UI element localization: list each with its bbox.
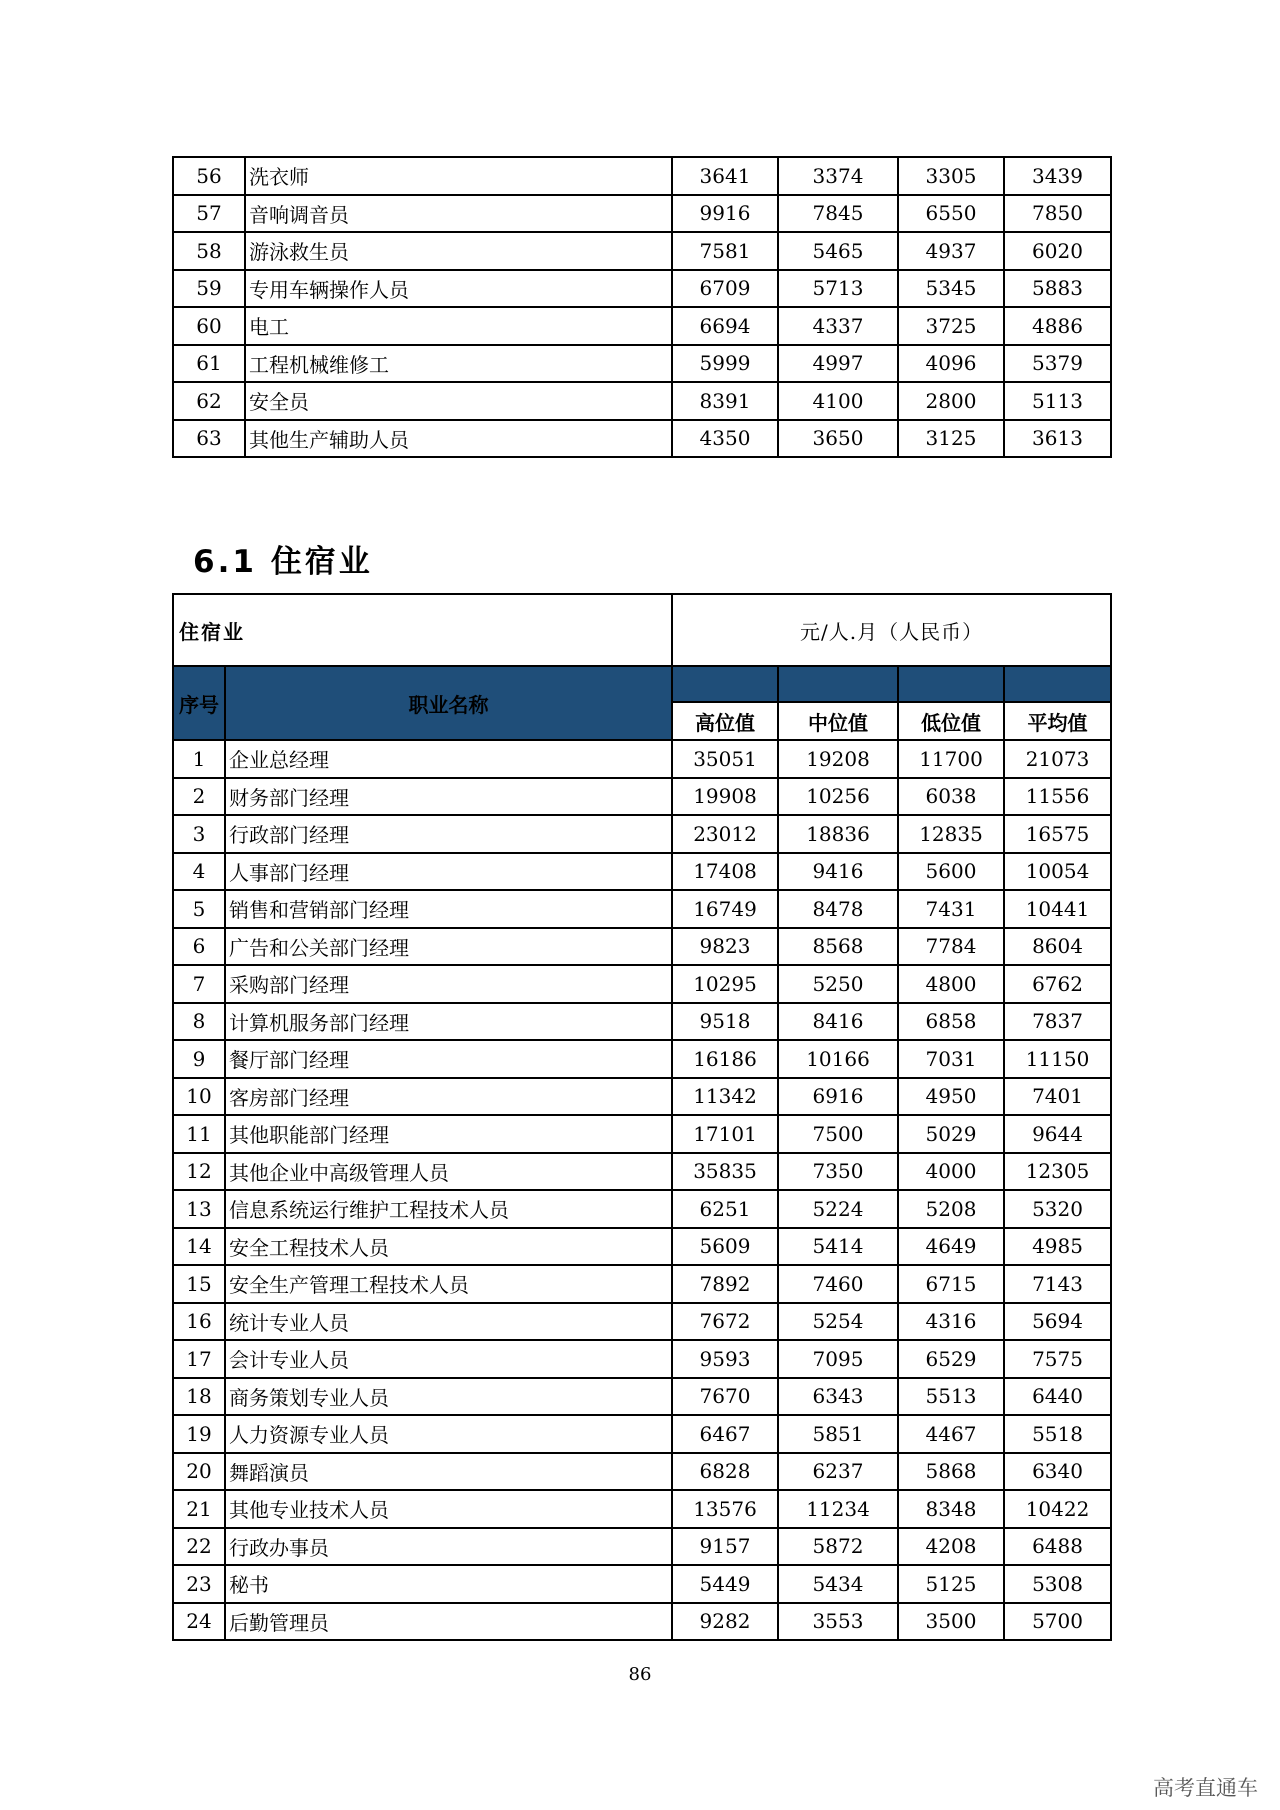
occupation-name: 安全生产管理工程技术人员 (225, 1265, 672, 1303)
table-row (173, 1565, 1111, 1603)
average-value: 10422 (1004, 1490, 1111, 1528)
median-value: 4337 (778, 307, 898, 345)
table-row (173, 345, 1111, 383)
table-row (173, 1228, 1111, 1266)
low-value: 3725 (898, 307, 1004, 345)
low-value: 3500 (898, 1603, 1004, 1641)
occupation-name: 游泳救生员 (245, 232, 672, 270)
accommodation-salary-table (172, 593, 1112, 1641)
row-number: 16 (173, 1303, 225, 1341)
median-value: 6916 (778, 1078, 898, 1116)
low-value: 6715 (898, 1265, 1004, 1303)
row-number: 21 (173, 1490, 225, 1528)
high-value: 35051 (672, 740, 778, 778)
low-value: 8348 (898, 1490, 1004, 1528)
average-value: 5518 (1004, 1415, 1111, 1453)
low-value: 4467 (898, 1415, 1004, 1453)
occupation-name: 后勤管理员 (225, 1603, 672, 1641)
median-value: 3553 (778, 1603, 898, 1641)
header-bar (672, 666, 778, 702)
low-value: 4937 (898, 232, 1004, 270)
high-value: 19908 (672, 778, 778, 816)
average-value: 8604 (1004, 928, 1111, 966)
high-value: 5609 (672, 1228, 778, 1266)
low-value: 5125 (898, 1565, 1004, 1603)
average-value: 21073 (1004, 740, 1111, 778)
high-value: 17408 (672, 853, 778, 891)
occupation-name: 秘书 (225, 1565, 672, 1603)
high-value: 4350 (672, 420, 778, 458)
table-row (173, 1603, 1111, 1641)
average-value: 6340 (1004, 1453, 1111, 1491)
occupation-name: 采购部门经理 (225, 965, 672, 1003)
occupation-name: 舞蹈演员 (225, 1453, 672, 1491)
occupation-name: 人力资源专业人员 (225, 1415, 672, 1453)
median-value: 5465 (778, 232, 898, 270)
median-value: 19208 (778, 740, 898, 778)
average-value: 7850 (1004, 195, 1111, 233)
table-row (173, 195, 1111, 233)
low-value: 5868 (898, 1453, 1004, 1491)
median-value: 5414 (778, 1228, 898, 1266)
median-value: 7500 (778, 1115, 898, 1153)
low-value: 3125 (898, 420, 1004, 458)
average-value: 5883 (1004, 270, 1111, 308)
row-number: 10 (173, 1078, 225, 1116)
table-row (173, 1265, 1111, 1303)
row-number: 61 (173, 345, 245, 383)
average-value: 3613 (1004, 420, 1111, 458)
high-value: 6467 (672, 1415, 778, 1453)
average-value: 5308 (1004, 1565, 1111, 1603)
median-value: 6237 (778, 1453, 898, 1491)
occupation-name: 财务部门经理 (225, 778, 672, 816)
row-number: 9 (173, 1040, 225, 1078)
table-row (173, 157, 1111, 195)
table-row (173, 420, 1111, 458)
table-row (173, 382, 1111, 420)
table-row (173, 1115, 1111, 1153)
low-value: 5513 (898, 1378, 1004, 1416)
row-number: 19 (173, 1415, 225, 1453)
median-value: 8416 (778, 1003, 898, 1041)
low-value: 5208 (898, 1190, 1004, 1228)
median-value: 11234 (778, 1490, 898, 1528)
low-value: 6038 (898, 778, 1004, 816)
section-title: 6.1 住宿业 (193, 544, 373, 580)
row-number: 11 (173, 1115, 225, 1153)
table-row (173, 778, 1111, 816)
low-value: 4649 (898, 1228, 1004, 1266)
high-value: 35835 (672, 1153, 778, 1191)
median-value: 7460 (778, 1265, 898, 1303)
table-row (173, 1378, 1111, 1416)
row-number: 24 (173, 1603, 225, 1641)
high-value: 9593 (672, 1340, 778, 1378)
median-value: 8568 (778, 928, 898, 966)
average-value: 9644 (1004, 1115, 1111, 1153)
occupation-name: 信息系统运行维护工程技术人员 (225, 1190, 672, 1228)
median-value: 4100 (778, 382, 898, 420)
low-value: 6550 (898, 195, 1004, 233)
average-value: 10441 (1004, 890, 1111, 928)
average-value: 6020 (1004, 232, 1111, 270)
low-value: 5029 (898, 1115, 1004, 1153)
row-number: 17 (173, 1340, 225, 1378)
median-value: 5713 (778, 270, 898, 308)
low-value: 2800 (898, 382, 1004, 420)
occupation-name: 会计专业人员 (225, 1340, 672, 1378)
row-number: 1 (173, 740, 225, 778)
average-value: 4985 (1004, 1228, 1111, 1266)
table-row (173, 1340, 1111, 1378)
industry-title: 住宿业 (173, 594, 672, 666)
high-value: 6828 (672, 1453, 778, 1491)
low-value-header: 低位值 (898, 702, 1004, 740)
low-value: 4208 (898, 1528, 1004, 1566)
top-salary-table (172, 156, 1112, 458)
row-number: 7 (173, 965, 225, 1003)
low-value: 6858 (898, 1003, 1004, 1041)
high-value: 10295 (672, 965, 778, 1003)
median-value: 7095 (778, 1340, 898, 1378)
average-value: 6488 (1004, 1528, 1111, 1566)
median-value: 10166 (778, 1040, 898, 1078)
high-value: 11342 (672, 1078, 778, 1116)
low-value: 11700 (898, 740, 1004, 778)
high-value: 17101 (672, 1115, 778, 1153)
median-value: 7350 (778, 1153, 898, 1191)
average-value: 10054 (1004, 853, 1111, 891)
table-row (173, 1190, 1111, 1228)
average-value: 5113 (1004, 382, 1111, 420)
table-row (173, 928, 1111, 966)
average-value: 6762 (1004, 965, 1111, 1003)
row-number: 14 (173, 1228, 225, 1266)
median-value: 5250 (778, 965, 898, 1003)
average-value: 3439 (1004, 157, 1111, 195)
median-value: 4997 (778, 345, 898, 383)
median-value: 5224 (778, 1190, 898, 1228)
table-row (173, 1040, 1111, 1078)
average-value: 7143 (1004, 1265, 1111, 1303)
median-value: 5851 (778, 1415, 898, 1453)
high-value: 3641 (672, 157, 778, 195)
row-number: 62 (173, 382, 245, 420)
low-value: 4096 (898, 345, 1004, 383)
table-row (173, 1528, 1111, 1566)
row-number: 22 (173, 1528, 225, 1566)
low-value: 3305 (898, 157, 1004, 195)
high-value: 9518 (672, 1003, 778, 1041)
median-value: 7845 (778, 195, 898, 233)
table-header (173, 594, 1111, 740)
high-value: 9916 (672, 195, 778, 233)
occupation-name-header: 职业名称 (225, 666, 672, 740)
low-value: 12835 (898, 815, 1004, 853)
high-value: 5999 (672, 345, 778, 383)
occupation-name: 工程机械维修工 (245, 345, 672, 383)
occupation-name: 销售和营销部门经理 (225, 890, 672, 928)
average-value: 7575 (1004, 1340, 1111, 1378)
occupation-name: 企业总经理 (225, 740, 672, 778)
median-value: 5872 (778, 1528, 898, 1566)
table-row (173, 1415, 1111, 1453)
low-value: 5345 (898, 270, 1004, 308)
low-value: 5600 (898, 853, 1004, 891)
table-row (173, 1453, 1111, 1491)
table-row (173, 1490, 1111, 1528)
unit-label: 元/人.月（人民币） (672, 594, 1111, 666)
average-value: 4886 (1004, 307, 1111, 345)
table-row (173, 890, 1111, 928)
low-value: 7431 (898, 890, 1004, 928)
occupation-name: 统计专业人员 (225, 1303, 672, 1341)
occupation-name: 安全工程技术人员 (225, 1228, 672, 1266)
table-row (173, 740, 1111, 778)
row-number: 59 (173, 270, 245, 308)
row-number: 4 (173, 853, 225, 891)
average-value: 5320 (1004, 1190, 1111, 1228)
average-value: 7401 (1004, 1078, 1111, 1116)
high-value: 23012 (672, 815, 778, 853)
table-row (173, 307, 1111, 345)
high-value: 7892 (672, 1265, 778, 1303)
row-number: 20 (173, 1453, 225, 1491)
occupation-name: 洗衣师 (245, 157, 672, 195)
median-value: 5254 (778, 1303, 898, 1341)
low-value: 4950 (898, 1078, 1004, 1116)
occupation-name: 电工 (245, 307, 672, 345)
median-value: 5434 (778, 1565, 898, 1603)
header-bar (898, 666, 1004, 702)
high-value: 7670 (672, 1378, 778, 1416)
watermark: 高考直通车 (1153, 1776, 1258, 1800)
occupation-name: 专用车辆操作人员 (245, 270, 672, 308)
occupation-name: 其他企业中高级管理人员 (225, 1153, 672, 1191)
average-value: 5379 (1004, 345, 1111, 383)
occupation-name: 客房部门经理 (225, 1078, 672, 1116)
row-number: 15 (173, 1265, 225, 1303)
row-number: 63 (173, 420, 245, 458)
row-number: 3 (173, 815, 225, 853)
table-row (173, 1078, 1111, 1116)
main-table-body (173, 740, 1111, 1640)
table-row (173, 1303, 1111, 1341)
high-value: 5449 (672, 1565, 778, 1603)
table-row (173, 815, 1111, 853)
row-number: 8 (173, 1003, 225, 1041)
table-row (173, 270, 1111, 308)
median-value: 18836 (778, 815, 898, 853)
top-table-body (173, 157, 1111, 457)
table-row (173, 232, 1111, 270)
row-number: 23 (173, 1565, 225, 1603)
low-value: 6529 (898, 1340, 1004, 1378)
high-value: 16749 (672, 890, 778, 928)
median-value: 6343 (778, 1378, 898, 1416)
low-value: 4800 (898, 965, 1004, 1003)
occupation-name: 其他专业技术人员 (225, 1490, 672, 1528)
high-value-header: 高位值 (672, 702, 778, 740)
row-number: 60 (173, 307, 245, 345)
average-value: 12305 (1004, 1153, 1111, 1191)
high-value: 9157 (672, 1528, 778, 1566)
row-number: 2 (173, 778, 225, 816)
seq-header: 序号 (173, 666, 225, 740)
high-value: 6709 (672, 270, 778, 308)
row-number: 13 (173, 1190, 225, 1228)
average-value: 6440 (1004, 1378, 1111, 1416)
low-value: 7031 (898, 1040, 1004, 1078)
row-number: 12 (173, 1153, 225, 1191)
high-value: 9282 (672, 1603, 778, 1641)
average-value: 16575 (1004, 815, 1111, 853)
table-row (173, 853, 1111, 891)
row-number: 5 (173, 890, 225, 928)
high-value: 7581 (672, 232, 778, 270)
median-value: 9416 (778, 853, 898, 891)
occupation-name: 广告和公关部门经理 (225, 928, 672, 966)
high-value: 6251 (672, 1190, 778, 1228)
average-value: 11150 (1004, 1040, 1111, 1078)
average-value: 5700 (1004, 1603, 1111, 1641)
median-value: 10256 (778, 778, 898, 816)
table-row (173, 1003, 1111, 1041)
occupation-name: 人事部门经理 (225, 853, 672, 891)
row-number: 58 (173, 232, 245, 270)
high-value: 8391 (672, 382, 778, 420)
average-value: 5694 (1004, 1303, 1111, 1341)
average-value: 7837 (1004, 1003, 1111, 1041)
occupation-name: 其他生产辅助人员 (245, 420, 672, 458)
low-value: 4000 (898, 1153, 1004, 1191)
table-row (173, 1153, 1111, 1191)
high-value: 7672 (672, 1303, 778, 1341)
low-value: 4316 (898, 1303, 1004, 1341)
high-value: 13576 (672, 1490, 778, 1528)
header-bar (1004, 666, 1111, 702)
occupation-name: 其他职能部门经理 (225, 1115, 672, 1153)
high-value: 9823 (672, 928, 778, 966)
occupation-name: 安全员 (245, 382, 672, 420)
occupation-name: 餐厅部门经理 (225, 1040, 672, 1078)
header-bar (778, 666, 898, 702)
row-number: 57 (173, 195, 245, 233)
row-number: 18 (173, 1378, 225, 1416)
table-row (173, 965, 1111, 1003)
high-value: 6694 (672, 307, 778, 345)
median-value: 3374 (778, 157, 898, 195)
high-value: 16186 (672, 1040, 778, 1078)
average-value-header: 平均值 (1004, 702, 1111, 740)
occupation-name: 计算机服务部门经理 (225, 1003, 672, 1041)
row-number: 56 (173, 157, 245, 195)
average-value: 11556 (1004, 778, 1111, 816)
occupation-name: 音响调音员 (245, 195, 672, 233)
occupation-name: 行政部门经理 (225, 815, 672, 853)
low-value: 7784 (898, 928, 1004, 966)
occupation-name: 商务策划专业人员 (225, 1378, 672, 1416)
median-value-header: 中位值 (778, 702, 898, 740)
row-number: 6 (173, 928, 225, 966)
page-number: 86 (628, 1664, 652, 1685)
median-value: 8478 (778, 890, 898, 928)
occupation-name: 行政办事员 (225, 1528, 672, 1566)
median-value: 3650 (778, 420, 898, 458)
